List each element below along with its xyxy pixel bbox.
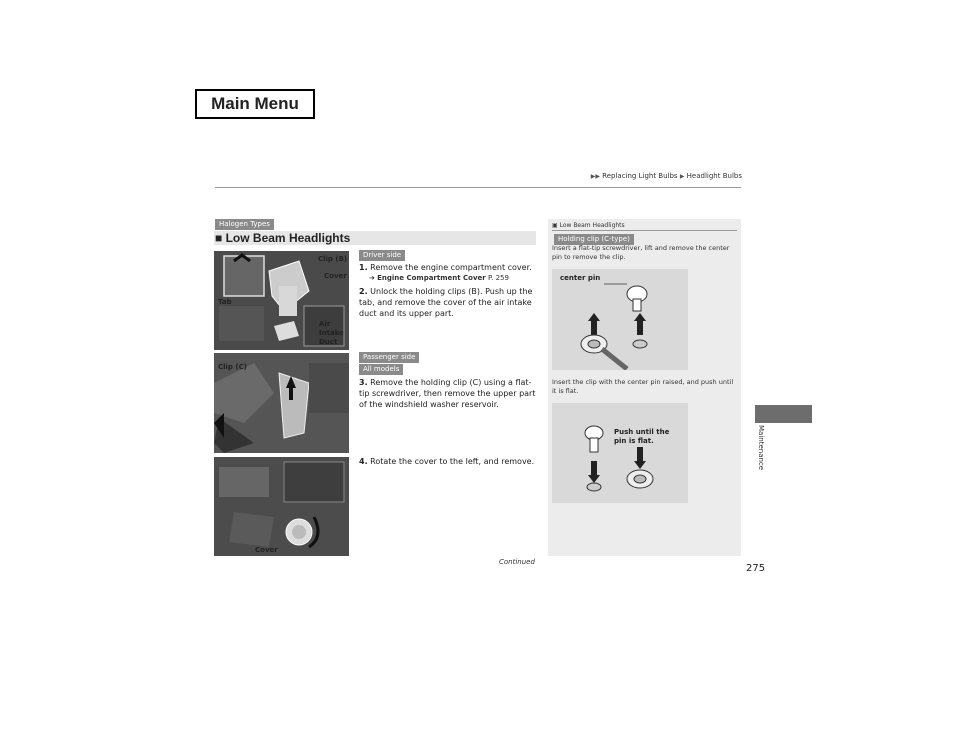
label-center-pin: center pin [560, 274, 601, 282]
passenger-side-tag: Passenger side [359, 352, 419, 363]
holding-clip-tag: Holding clip (C-type) [554, 234, 634, 245]
maintenance-section-tab[interactable] [755, 405, 812, 423]
sidebar-title: ▣ Low Beam Headlights [552, 222, 625, 229]
double-chevron-icon: ▶▶ [590, 173, 600, 180]
driver-side-tag: Driver side [359, 250, 405, 261]
main-menu-button[interactable]: Main Menu [195, 89, 315, 119]
note-icon: ▣ [552, 222, 558, 229]
engine-photo-3 [214, 457, 349, 556]
reference-link[interactable]: ➔ Engine Compartment Cover P. 259 [369, 274, 509, 282]
step-1: 1. Remove the engine compartment cover. [359, 263, 532, 272]
label-cover: Cover [324, 272, 347, 280]
step-3: 3. Remove the holding clip (C) using a flat-tip screwdriver, then remove the upper part of the windshield washer reservoir. [359, 378, 536, 409]
label-air-intake-duct: Air Intake Duct [319, 320, 344, 346]
sidebar-text-2: Insert the clip with the center pin raised, and push until it is flat. [552, 378, 734, 395]
section-square-icon: ■ [215, 231, 223, 245]
continued-label: Continued [499, 558, 535, 566]
step-4: 4. Rotate the cover to the left, and remove. [359, 457, 535, 466]
label-push-until-flat: Push until the pin is flat. [614, 428, 670, 445]
all-models-tag: All models [359, 364, 403, 375]
clip-removal-figure [552, 269, 688, 370]
section-title: ■ Low Beam Headlights [215, 231, 351, 245]
chevron-icon: ▶ [679, 173, 685, 180]
sidebar-divider [552, 230, 737, 231]
clip-insert-figure [552, 403, 688, 503]
maintenance-tab-label: Maintenance [757, 425, 765, 471]
label-clip-b: Clip (B) [318, 255, 348, 263]
halogen-types-tag: Halogen Types [215, 219, 274, 230]
reference-arrow-icon: ➔ [369, 274, 375, 282]
breadcrumb-item[interactable]: Replacing Light Bulbs [602, 172, 678, 180]
breadcrumb [591, 172, 742, 180]
label-cover-2: Cover [255, 546, 278, 554]
label-tab: Tab [218, 298, 232, 306]
label-clip-c: Clip (C) [218, 363, 247, 371]
header-divider [215, 187, 741, 188]
sidebar-text-1: Insert a flat-tip screwdriver, lift and remove the center pin to remove the clip. [552, 244, 730, 261]
step-2: 2. Unlock the holding clips (B). Push up the tab, and remove the cover of the air intake duct and its upper part. [359, 287, 533, 318]
breadcrumb-item[interactable]: Headlight Bulbs [686, 172, 742, 180]
page-number: 275 [746, 563, 766, 574]
